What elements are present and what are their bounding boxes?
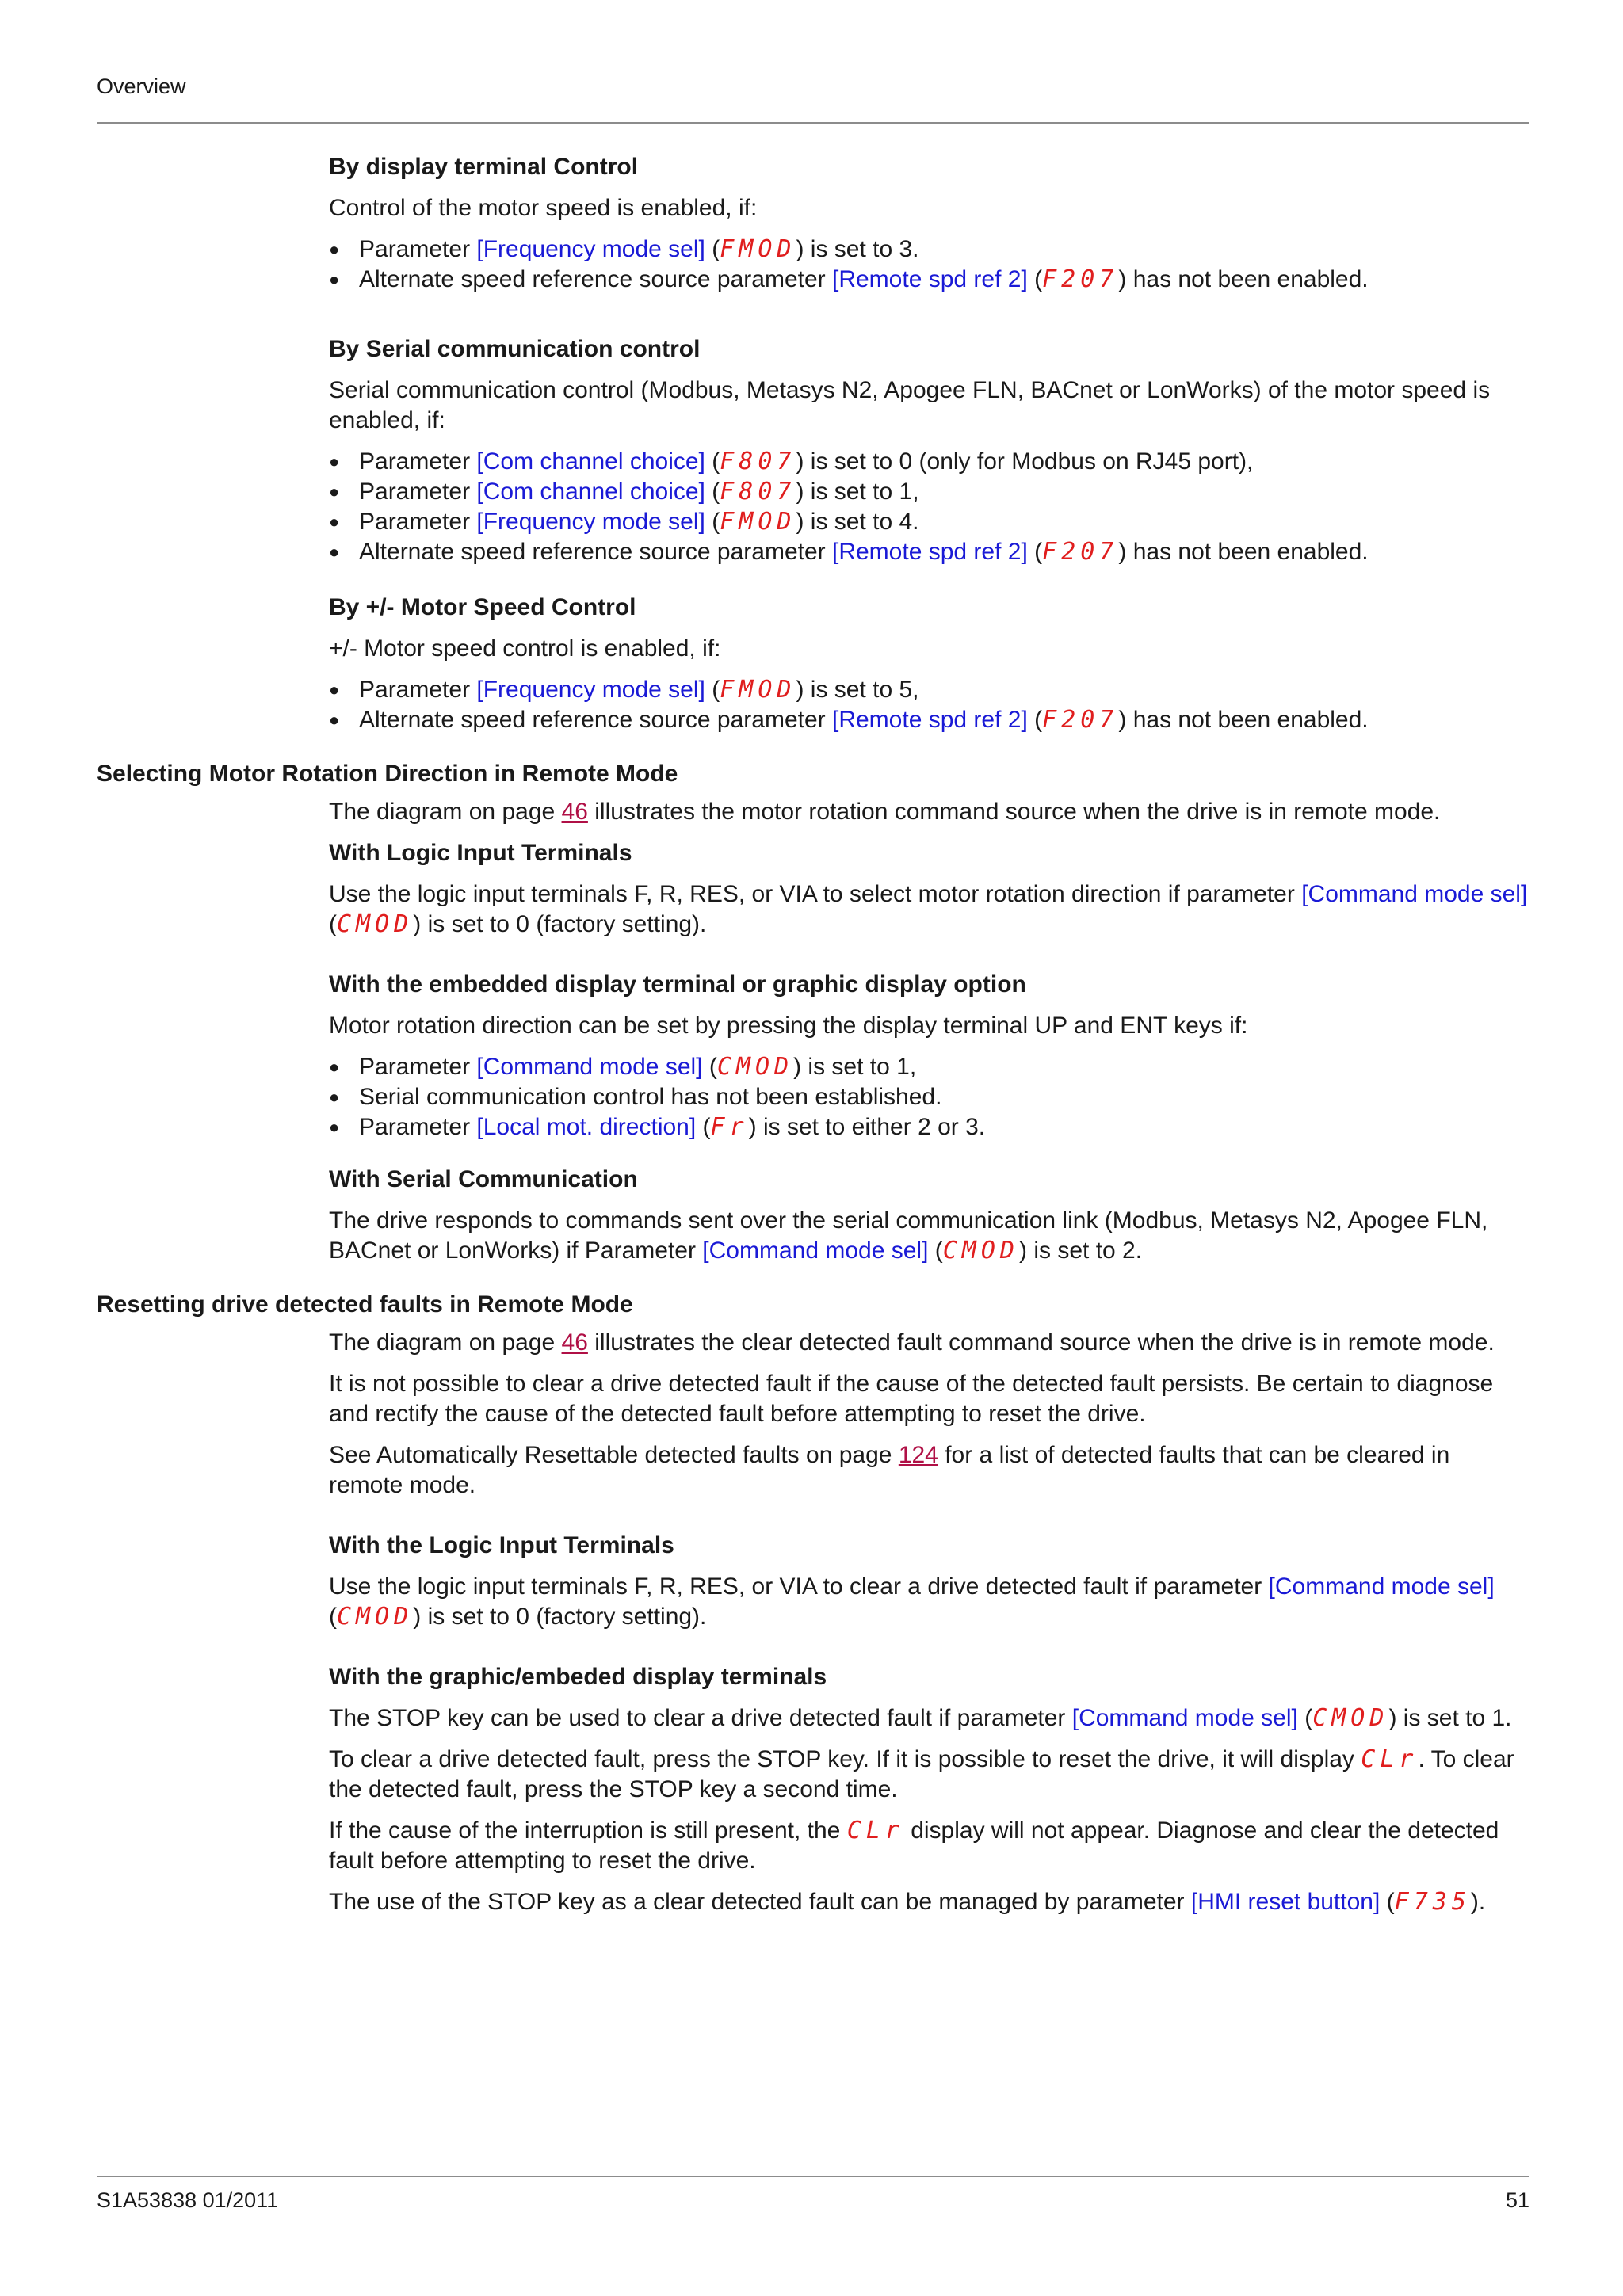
param-link[interactable]: [Frequency mode sel] bbox=[476, 236, 705, 262]
text: Parameter bbox=[359, 1114, 477, 1140]
param-link[interactable]: [Command mode sel] bbox=[1301, 881, 1528, 907]
param-link[interactable]: [HMI reset button] bbox=[1190, 1889, 1381, 1915]
text: If the cause of the interruption is still present, the bbox=[329, 1817, 847, 1844]
list-item: ● Parameter [Com channel choice] (F807) is set to 1, bbox=[329, 477, 1529, 507]
param-link[interactable]: [Remote spd ref 2] bbox=[832, 266, 1028, 292]
paragraph bbox=[329, 1745, 1529, 1805]
list-item: ● Alternate speed reference source parameter [Remote spd ref 2] (F207) has not been enabled. bbox=[329, 265, 1529, 295]
header-rule bbox=[97, 122, 1529, 124]
condition-list bbox=[329, 235, 1529, 295]
text: . To clear the detected fault, press the STOP key a second time. bbox=[329, 1746, 1514, 1802]
text: is set to 3. bbox=[804, 236, 919, 262]
subsection-title: With the graphic/embeded display terminals bbox=[329, 1664, 827, 1690]
section-title: By +/- Motor Speed Control bbox=[329, 594, 636, 620]
page-link[interactable]: 46 bbox=[561, 799, 588, 825]
list-item: ● Alternate speed reference source parameter [Remote spd ref 2] (F207) has not been enabled. bbox=[329, 537, 1529, 567]
document-id: S1A53838 01/2011 bbox=[97, 2188, 279, 2212]
section-title: By display terminal Control bbox=[329, 154, 639, 180]
display-code: CLr bbox=[846, 1817, 904, 1844]
paragraph: The use of the STOP key as a clear detected fault can be managed by parameter [HMI reset button] (F735). bbox=[329, 1888, 1486, 1916]
text: is set to either 2 or 3. bbox=[756, 1114, 986, 1140]
param-link[interactable]: [Command mode sel] bbox=[476, 1054, 703, 1080]
display-code: F207 bbox=[1042, 265, 1119, 293]
page-number: 51 bbox=[1505, 2188, 1529, 2212]
list-item: ● Parameter [Com channel choice] (F807) is set to 0 (only for Modbus on RJ45 port), bbox=[329, 447, 1529, 477]
param-link[interactable]: [Local mot. direction] bbox=[476, 1114, 697, 1140]
display-code: F807 bbox=[720, 448, 796, 475]
list-item: ● Parameter [Command mode sel] (CMOD) is set to 1, bbox=[329, 1052, 1529, 1082]
text: is set to 0 (factory setting). bbox=[421, 1604, 707, 1630]
text: illustrates the motor rotation command source when the drive is in remote mode. bbox=[587, 799, 1441, 825]
section-rotation bbox=[329, 797, 1529, 1266]
paragraph bbox=[329, 797, 1529, 827]
section-intro: Control of the motor speed is enabled, if: bbox=[329, 195, 758, 221]
display-code: CMOD bbox=[337, 910, 414, 938]
display-code: F207 bbox=[1042, 706, 1119, 734]
page-header: Overview bbox=[97, 74, 186, 98]
text: is set to 0 (only for Modbus on RJ45 port), bbox=[804, 448, 1254, 475]
side-heading-reset: Resetting drive detected faults in Remote Mode bbox=[97, 1291, 633, 1318]
text: The drive responds to commands sent over the serial communication link (Modbus, Metasys N2, Apogee FLN, BACnet or LonWorks) if Parameter bbox=[329, 1207, 1488, 1264]
display-code: FMOD bbox=[720, 508, 796, 536]
subsection-title: With Logic Input Terminals bbox=[329, 840, 632, 866]
param-link[interactable]: [Remote spd ref 2] bbox=[832, 539, 1028, 565]
text: The diagram on page bbox=[329, 799, 562, 825]
text: is set to 1. bbox=[1396, 1705, 1512, 1731]
condition-list bbox=[329, 675, 1529, 735]
param-link[interactable]: [Command mode sel] bbox=[1268, 1573, 1495, 1600]
param-link[interactable]: [Frequency mode sel] bbox=[476, 677, 705, 703]
display-code: F207 bbox=[1042, 538, 1119, 566]
condition-list bbox=[329, 447, 1529, 567]
section-intro: Serial communication control (Modbus, Metasys N2, Apogee FLN, BACnet or LonWorks) of the motor speed is enabled, if: bbox=[329, 377, 1491, 433]
text: Parameter bbox=[359, 1054, 477, 1080]
text: is set to 5, bbox=[804, 677, 919, 703]
paragraph bbox=[329, 1816, 1529, 1876]
display-code: FMOD bbox=[720, 676, 796, 704]
section-intro: +/- Motor speed control is enabled, if: bbox=[329, 635, 721, 662]
param-link[interactable]: [Com channel choice] bbox=[476, 448, 705, 475]
display-code: CMOD bbox=[942, 1237, 1019, 1264]
text: is set to 2. bbox=[1027, 1238, 1143, 1264]
text: has not been enabled. bbox=[1126, 539, 1369, 565]
paragraph: Use the logic input terminals F, R, RES, or VIA to select motor rotation direction if parameter [Command mode sel] (CMOD) is set to 0 (factory setting). bbox=[329, 881, 1528, 938]
page-link[interactable]: 46 bbox=[561, 1329, 588, 1356]
paragraph: Motor rotation direction can be set by pressing the display terminal UP and ENT keys if: bbox=[329, 1013, 1248, 1039]
text: Parameter bbox=[359, 509, 477, 535]
text: has not been enabled. bbox=[1126, 266, 1369, 292]
text: has not been enabled. bbox=[1126, 707, 1369, 733]
text: Alternate speed reference source parameter bbox=[359, 266, 832, 292]
text: Parameter bbox=[359, 479, 477, 505]
text: Parameter bbox=[359, 236, 477, 262]
footer-rule bbox=[97, 2176, 1529, 2177]
text: See Automatically Resettable detected faults on page bbox=[329, 1442, 899, 1468]
display-code: CMOD bbox=[716, 1053, 794, 1081]
list-item: ● Serial communication control has not been established. bbox=[329, 1082, 1529, 1112]
section-reset bbox=[329, 1328, 1529, 1917]
text: Parameter bbox=[359, 677, 477, 703]
paragraph: Use the logic input terminals F, R, RES, or VIA to clear a drive detected fault if parameter [Command mode sel] (CMOD) is set to 0 (factory setting). bbox=[329, 1573, 1495, 1630]
page-link[interactable]: 124 bbox=[898, 1442, 938, 1468]
text: Alternate speed reference source parameter bbox=[359, 707, 832, 733]
param-link[interactable]: [Command mode sel] bbox=[1071, 1705, 1298, 1731]
list-item: ● Parameter [Frequency mode sel] (FMOD) is set to 4. bbox=[329, 507, 1529, 537]
text: Alternate speed reference source parameter bbox=[359, 539, 832, 565]
side-heading-rotation: Selecting Motor Rotation Direction in Remote Mode bbox=[97, 761, 678, 787]
param-link[interactable]: [Remote spd ref 2] bbox=[832, 707, 1028, 733]
display-code: Fr bbox=[710, 1113, 749, 1141]
text: illustrates the clear detected fault command source when the drive is in remote mode. bbox=[587, 1329, 1495, 1356]
text: is set to 1, bbox=[801, 1054, 917, 1080]
section-title: By Serial communication control bbox=[329, 336, 701, 362]
text: . bbox=[1478, 1889, 1486, 1915]
text: Use the logic input terminals F, R, RES, or VIA to clear a drive detected fault if parameter bbox=[329, 1573, 1269, 1600]
text: The STOP key can be used to clear a drive detected fault if parameter bbox=[329, 1705, 1072, 1731]
text: display will not appear. Diagnose and clear the detected fault before attempting to reset the drive. bbox=[329, 1817, 1499, 1874]
display-code: CMOD bbox=[1312, 1704, 1389, 1732]
list-item: ● Parameter [Local mot. direction] (Fr) is set to either 2 or 3. bbox=[329, 1112, 1529, 1142]
text: Parameter bbox=[359, 448, 477, 475]
condition-list bbox=[329, 1052, 1529, 1142]
text: The diagram on page bbox=[329, 1329, 562, 1356]
subsection-title: With Serial Communication bbox=[329, 1166, 638, 1192]
paragraph bbox=[329, 1440, 1529, 1501]
paragraph: The STOP key can be used to clear a drive detected fault if parameter [Command mode sel] (CMOD) is set to 1. bbox=[329, 1704, 1512, 1732]
list-item: ● Alternate speed reference source parameter [Remote spd ref 2] (F207) has not been enabled. bbox=[329, 705, 1529, 735]
param-link[interactable]: [Com channel choice] bbox=[476, 479, 705, 505]
text: is set to 1, bbox=[804, 479, 919, 505]
text: is set to 0 (factory setting). bbox=[421, 911, 707, 937]
display-code: F807 bbox=[720, 478, 796, 505]
param-link[interactable]: [Frequency mode sel] bbox=[476, 509, 705, 535]
page-content bbox=[0, 152, 1623, 1928]
paragraph bbox=[329, 1328, 1529, 1358]
display-code: CMOD bbox=[337, 1603, 414, 1630]
display-code: CLr bbox=[1361, 1745, 1419, 1773]
display-code: F735 bbox=[1394, 1888, 1471, 1916]
text: for a list of detected faults that can be cleared in remote mode. bbox=[329, 1442, 1450, 1498]
subsection-title: With the Logic Input Terminals bbox=[329, 1532, 674, 1558]
display-code: FMOD bbox=[720, 235, 796, 263]
section-display-control bbox=[329, 152, 1529, 735]
list-item: ● Parameter [Frequency mode sel] (FMOD) is set to 3. bbox=[329, 235, 1529, 265]
text: To clear a drive detected fault, press the STOP key. If it is possible to reset the drive, it will display bbox=[329, 1746, 1361, 1772]
text: is set to 4. bbox=[804, 509, 919, 535]
subsection-title: With the embedded display terminal or graphic display option bbox=[329, 971, 1026, 997]
list-item: ● Parameter [Frequency mode sel] (FMOD) is set to 5, bbox=[329, 675, 1529, 705]
paragraph: It is not possible to clear a drive detected fault if the cause of the detected fault persists. Be certain to diagnose and rectify the cause of the detected fault before attempting to reset the drive. bbox=[329, 1371, 1494, 1427]
text: Use the logic input terminals F, R, RES, or VIA to select motor rotation direction if parameter bbox=[329, 881, 1302, 907]
text: The use of the STOP key as a clear detected fault can be managed by parameter bbox=[329, 1889, 1191, 1915]
paragraph: The drive responds to commands sent over the serial communication link (Modbus, Metasys N2, Apogee FLN, BACnet or LonWorks) if Parameter [Command mode sel] (CMOD) is set to 2. bbox=[329, 1207, 1488, 1264]
param-link[interactable]: [Command mode sel] bbox=[702, 1238, 929, 1264]
